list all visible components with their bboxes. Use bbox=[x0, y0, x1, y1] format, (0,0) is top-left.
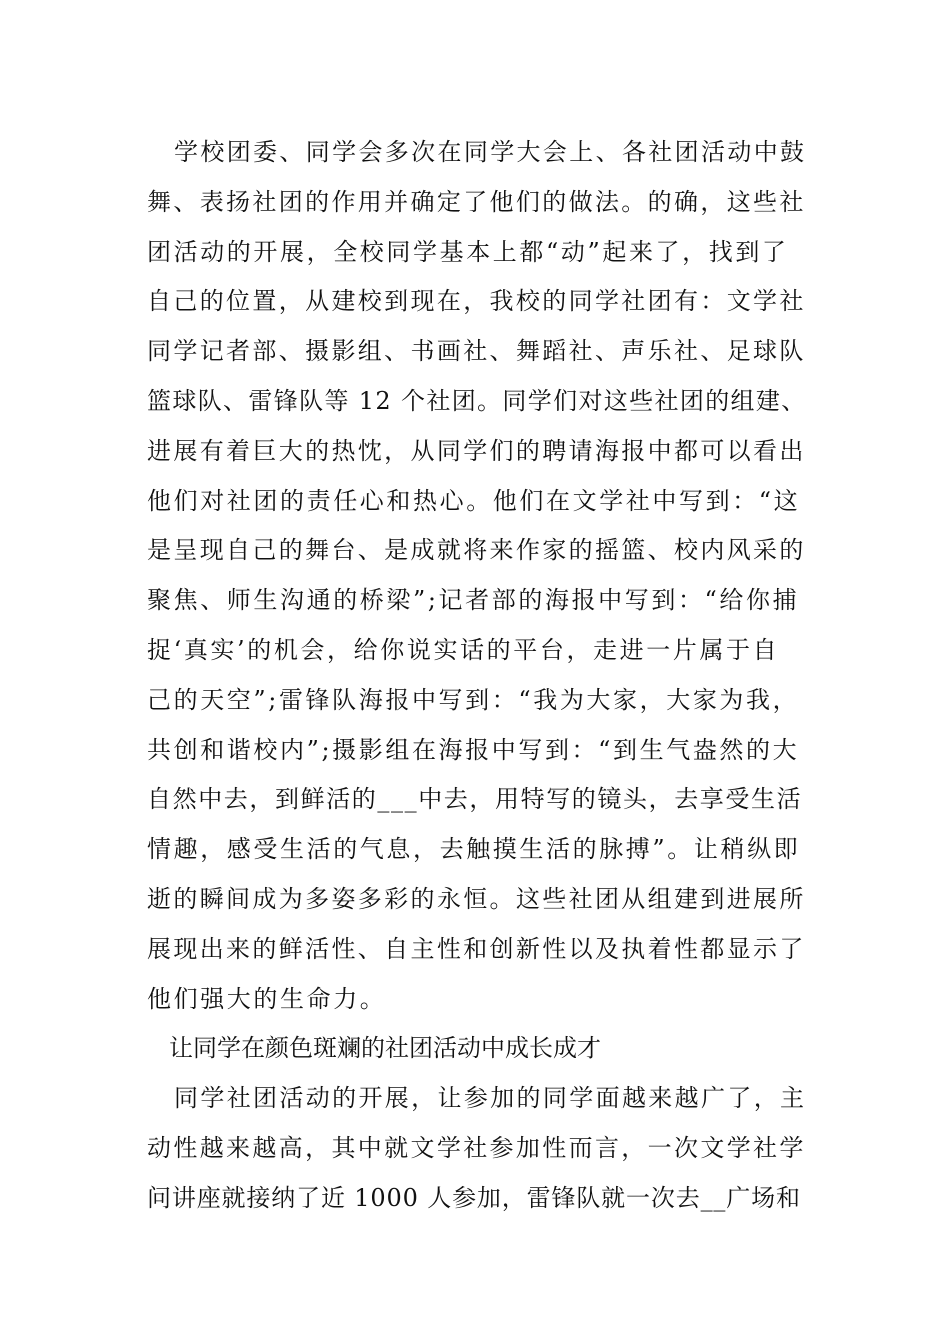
paragraph-line: 自然中去，到鲜活的___中去，用特写的镜头，去享受生活 bbox=[147, 785, 803, 814]
paragraph-line: 自己的位置，从建校到现在，我校的同学社团有：文学社 bbox=[147, 287, 806, 316]
paragraph-line: 学校团委、同学会多次在同学大会上、各社团活动中鼓 bbox=[174, 138, 807, 166]
document-page bbox=[147, 128, 807, 1224]
paragraph-line: 问讲座就接纳了近 1000 人参加，雷锋队就一次去__广场和 bbox=[147, 1183, 801, 1212]
paragraph-line: 逝的瞬间成为多姿多彩的永恒。这些社团从组建到进展所 bbox=[147, 884, 806, 913]
paragraph-line: 他们对社团的责任心和热心。他们在文学社中写到：“这 bbox=[147, 486, 801, 515]
paragraph-line: 动性越来越高，其中就文学社参加性而言，一次文学社学 bbox=[147, 1133, 806, 1162]
paragraph-line: 共创和谐校内”;摄影组在海报中写到：“到生气盎然的大 bbox=[147, 735, 800, 764]
paragraph-line: 聚焦、师生沟通的桥梁”;记者部的海报中写到：“给你捕 bbox=[147, 586, 800, 615]
paragraph-line: 捉‘真实’的机会，给你说实话的平台，走进一片属于自 bbox=[147, 635, 780, 664]
paragraph-line: 进展有着巨大的热忱，从同学们的聘请海报中都可以看出 bbox=[147, 436, 806, 465]
paragraph-line: 己的天空”;雷锋队海报中写到：“我为大家，大家为我， bbox=[147, 685, 800, 714]
paragraph-line: 篮球队、雷锋队等 12 个社团。同学们对这些社团的组建、 bbox=[147, 386, 807, 415]
paragraph-line: 展现出来的鲜活性、自主性和创新性以及执着性都显示了 bbox=[147, 934, 806, 963]
paragraph-line: 是呈现自己的舞台、是成就将来作家的摇篮、校内风采的 bbox=[147, 536, 806, 565]
paragraph-line: 团活动的开展，全校同学基本上都“动”起来了，找到了 bbox=[147, 237, 789, 266]
paragraph-line: 舞、表扬社团的作用并确定了他们的做法。的确，这些社 bbox=[147, 187, 806, 216]
section-heading: 让同学在颜色斑斓的社团活动中成长成才 bbox=[169, 1034, 601, 1063]
paragraph-line: 同学记者部、摄影组、书画社、舞蹈社、声乐社、足球队 bbox=[147, 337, 806, 366]
paragraph-line: 情趣，感受生活的气息，去触摸生活的脉搏”。让稍纵即 bbox=[147, 835, 801, 864]
paragraph-line: 他们强大的生命力。 bbox=[147, 984, 387, 1013]
paragraph-line: 同学社团活动的开展，让参加的同学面越来越广了，主 bbox=[174, 1084, 807, 1113]
